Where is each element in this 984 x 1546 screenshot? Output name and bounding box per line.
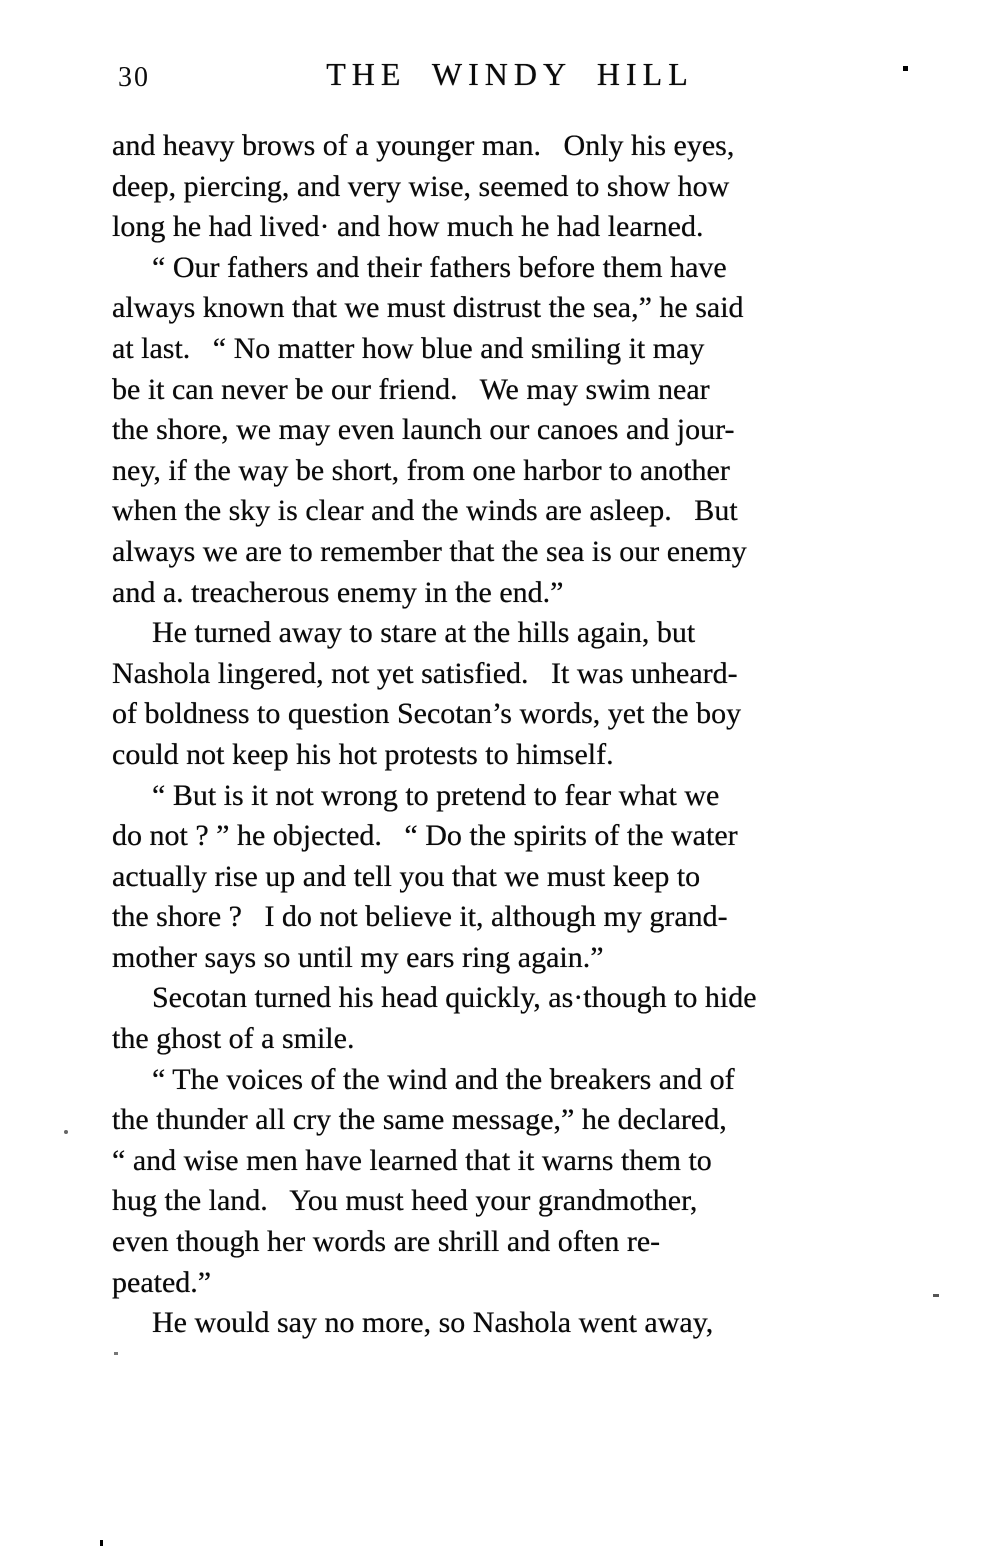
text-line: do not ? ” he objected. “ Do the spirits of the water (112, 819, 738, 853)
page-body (112, 126, 908, 1344)
text-line: hug the land. You must heed your grandmother, (112, 1184, 698, 1218)
text-line: always we are to remember that the sea is our enemy (112, 534, 747, 568)
text-line: of boldness to question Secotan’s words, yet the boy (112, 697, 742, 731)
paragraph (112, 978, 908, 1059)
text-line: always known that we must distrust the sea,” he said (112, 291, 744, 325)
text-line: when the sky is clear and the winds are asleep. But (112, 494, 738, 528)
text-line: and heavy brows of a younger man. Only his eyes, (112, 129, 735, 162)
ink-speck (100, 1540, 103, 1546)
text-line: even though her words are shrill and often re- (112, 1225, 661, 1259)
text-line: Secotan turned his head quickly, as·though to hide (152, 981, 757, 1015)
running-title: THE WINDY HILL (326, 56, 694, 92)
paragraph (112, 1060, 908, 1304)
page-header (112, 52, 908, 112)
text-line: He turned away to stare at the hills again, but (152, 616, 696, 650)
paragraph (112, 248, 908, 613)
paragraph (112, 613, 908, 775)
text-line: actually rise up and tell you that we must keep to (112, 859, 701, 893)
text-line: long he had lived· and how much he had learned. (112, 210, 704, 244)
paragraph (112, 776, 908, 979)
text-line: the ghost of a smile. (112, 1022, 355, 1056)
page-number: 30 (118, 62, 150, 93)
text-line: “ The voices of the wind and the breakers and of (152, 1062, 735, 1096)
text-line: He would say no more, so Nashola went away, (152, 1306, 714, 1340)
text-line: “ and wise men have learned that it warns them to (112, 1143, 712, 1177)
text-line: could not keep his hot protests to himself. (112, 737, 614, 771)
paragraph (112, 1303, 908, 1344)
ink-speck (933, 1294, 939, 1297)
text-line: and a. treacherous enemy in the end.” (112, 575, 564, 609)
text-line: peated.” (112, 1265, 212, 1299)
text-line: “ Our fathers and their fathers before them have (152, 250, 727, 284)
text-line: the thunder all cry the same message,” he declared, (112, 1103, 727, 1137)
text-line: “ But is it not wrong to pretend to fear what we (152, 778, 720, 812)
text-line: mother says so until my ears ring again.” (112, 940, 604, 974)
ink-speck (903, 66, 908, 71)
text-line: be it can never be our friend. We may swim near (112, 372, 710, 406)
ink-speck (114, 1352, 118, 1355)
text-line: at last. “ No matter how blue and smiling it may (112, 331, 705, 365)
text-line: ney, if the way be short, from one harbor to another (112, 453, 730, 487)
text-line: deep, piercing, and very wise, seemed to show how (112, 169, 730, 203)
text-line: Nashola lingered, not yet satisfied. It was unheard- (112, 656, 738, 690)
text-line: the shore, we may even launch our canoes and jour- (112, 413, 735, 447)
ink-speck (64, 1130, 68, 1134)
text-line: the shore ? I do not believe it, although my grand- (112, 900, 728, 934)
paragraph (112, 126, 908, 248)
